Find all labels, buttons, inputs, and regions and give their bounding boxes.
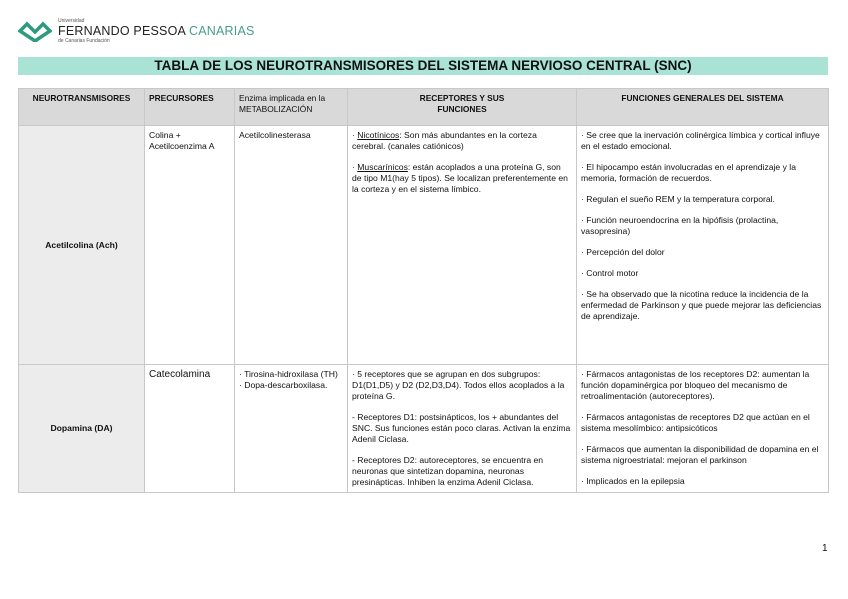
receptor-item: - Receptores D1: postsinápticos, los + abundantes del SNC. Sus funciones están poco claras. Activan la enzima Adenil Ciclasa. [352,412,571,444]
functions-cell [577,365,829,493]
receptors-cell [348,365,577,493]
page-number: 1 [822,543,828,554]
header-receptores: RECEPTORES Y SUS FUNCIONES [348,89,577,126]
receptor-item: · Muscarínicos: están acoplados a una proteína G, son de tipo M1(hay 5 tipos). Se localizan preferentemente en la corteza y en el sistema límbico. [352,162,568,194]
logo-top-text: Universidad [58,18,85,24]
precursor-cell: Catecolamina [145,365,235,493]
neurotransmitter-name: Acetilcolina (Ach) [19,126,145,365]
function-item: · Percepción del dolor [581,247,665,257]
function-item: · Regulan el sueño REM y la temperatura corporal. [581,194,775,204]
receptor-item: · Nicotínicos: Son más abundantes en la corteza cerebral. (canales catiónicos) [352,130,537,151]
table-header-row [19,89,829,126]
table-row [19,365,829,493]
precursor-cell: Colina + Acetilcoenzima A [145,126,235,365]
logo-diamond-icon [18,20,52,42]
table-row [19,126,829,365]
function-item: · Fármacos antagonistas de los receptores D2: aumentan la función dopaminérgica por bloqueo del mecanismo de retroalimentación (autoreceptores). [581,369,810,401]
receptors-cell [348,126,577,365]
function-item: · Control motor [581,268,639,278]
function-item: · Fármacos que aumentan la disponibilidad de dopamina en el sistema nigroestriatal: mejoran el parkinson [581,444,819,465]
function-item: · Función neuroendocrina en la hipófisis (prolactina, vasopresina) [581,215,779,236]
neurotransmitter-name: Dopamina (DA) [19,365,145,493]
receptor-item: · 5 receptores que se agrupan en dos subgrupos: D1(D1,D5) y D2 (D2,D3,D4). Todos ellos acoplados a la proteína G. [352,369,565,401]
function-item: · Fármacos antagonistas de receptores D2 que actúan en el sistema mesolímbico: antipsicóticos [581,412,810,433]
page-title: TABLA DE LOS NEUROTRANSMISORES DEL SISTEMA NERVIOSO CENTRAL (SNC) [18,57,828,75]
header-precursores: PRECURSORES [145,89,235,126]
logo-brand: FERNANDO PESSOA CANARIAS [58,24,255,38]
header-enzima: Enzima implicada en la METABOLIZACIÓN [235,89,348,126]
function-item: · El hipocampo están involucradas en el aprendizaje y la memoria, formación de recuerdos. [581,162,796,183]
function-item: · Se cree que la inervación colinérgica límbica y cortical influye en el estado emocional. [581,130,820,151]
function-item: · Implicados en la epilepsia [581,476,685,486]
university-logo [18,18,255,44]
header-neurotransmisores: NEUROTRANSMISORES [19,89,145,126]
header-funciones: FUNCIONES GENERALES DEL SISTEMA [577,89,829,126]
functions-cell [577,126,829,365]
logo-sub-text: de Canarias Fundación [58,38,110,44]
enzyme-cell: Acetilcolinesterasa [235,126,348,365]
enzyme-cell: · Tirosina-hidroxilasa (TH) · Dopa-descarboxilasa. [235,365,348,493]
receptor-item: - Receptores D2: autoreceptores, se encuentra en neuronas que sintetizan dopamina, neuronas presinápticas. Inhiben la enzima Adenil Ciclasa. [352,455,544,487]
function-item: · Se ha observado que la nicotina reduce la incidencia de la enfermedad de Parkinson y que puede mejorar las deficiencias de aprendizaje. [581,289,822,321]
neurotransmitter-table [18,88,829,493]
